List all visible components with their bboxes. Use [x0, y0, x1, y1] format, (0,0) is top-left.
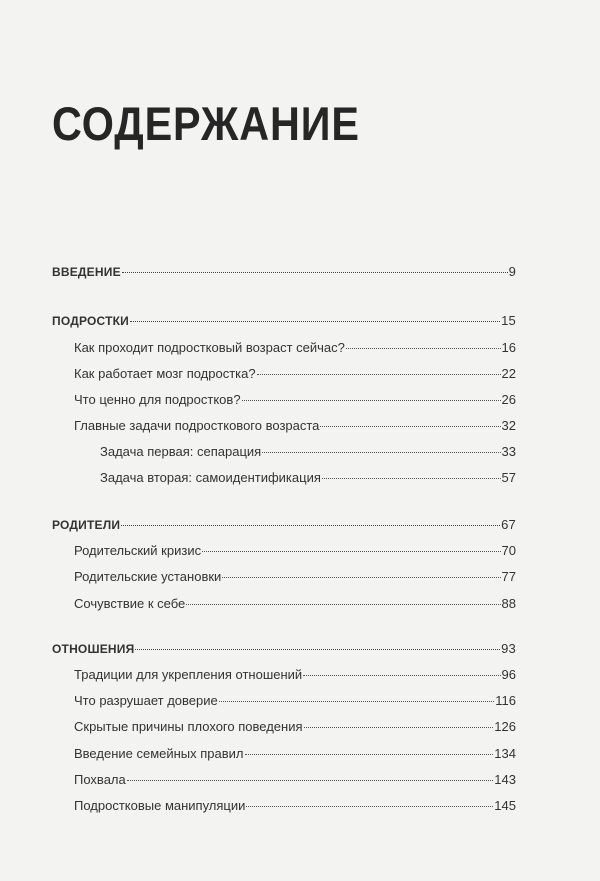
toc-entry-title: Главные задачи подросткового возраста	[74, 418, 320, 433]
dot-leader	[303, 675, 500, 676]
toc-entry-title: Задача вторая: самоидентификация	[100, 470, 321, 485]
toc-page-number: 126	[494, 719, 516, 734]
toc-entry-title: Скрытые причины плохого поведения	[74, 719, 303, 734]
toc-entry-title: Похвала	[74, 772, 126, 787]
toc-entry	[100, 444, 516, 460]
dot-leader	[222, 577, 500, 578]
toc-page-number: 16	[501, 340, 516, 355]
toc-section-entry	[52, 641, 516, 657]
toc-entry-title: Сочувствие к себе	[74, 596, 186, 611]
toc-page-number: 93	[501, 641, 516, 656]
toc-entry	[74, 719, 516, 735]
toc-page-number: 77	[501, 569, 516, 584]
dot-leader	[186, 604, 500, 605]
toc-entry	[74, 667, 516, 683]
toc-page-number: 9	[508, 264, 516, 279]
dot-leader	[257, 374, 501, 375]
toc-page-number: 143	[494, 772, 516, 787]
toc-page-number: 32	[501, 418, 516, 433]
toc-entry-title: Что разрушает доверие	[74, 693, 218, 708]
toc-entry	[74, 543, 516, 559]
toc-entry-title: Подростковые манипуляции	[74, 798, 246, 813]
toc-page-number: 96	[501, 667, 516, 682]
toc-entry-title: Традиции для укрепления отношений	[74, 667, 303, 682]
toc-section-entry	[52, 517, 516, 533]
toc-page-number: 22	[501, 366, 516, 381]
toc-entry-title: РОДИТЕЛИ	[52, 518, 121, 532]
dot-leader	[262, 452, 500, 453]
toc-page-number: 67	[501, 517, 516, 532]
dot-leader	[121, 525, 500, 526]
toc-entry-title: Как проходит подростковый возраст сейчас?	[74, 340, 345, 355]
toc-entry-title: Введение семейных правил	[74, 746, 244, 761]
toc-page-number: 145	[494, 798, 516, 813]
dot-leader	[242, 400, 501, 401]
toc-entry	[74, 340, 516, 356]
dot-leader	[130, 321, 500, 322]
dot-leader	[346, 348, 501, 349]
dot-leader	[202, 551, 500, 552]
toc-entry	[74, 772, 516, 788]
toc-page-number: 116	[495, 693, 516, 708]
dot-leader	[304, 727, 494, 728]
toc-entry-title: Задача первая: сепарация	[100, 444, 262, 459]
toc-entry	[74, 693, 516, 709]
toc-page-number: 26	[501, 392, 516, 407]
toc-entry	[74, 569, 516, 585]
dot-leader	[320, 426, 500, 427]
toc-page-number: 70	[501, 543, 516, 558]
dot-leader	[245, 754, 494, 755]
toc-section-entry	[52, 313, 516, 329]
toc-page-number: 88	[501, 596, 516, 611]
dot-leader	[219, 701, 495, 702]
page-title: СОДЕРЖАНИЕ	[52, 97, 360, 150]
dot-leader	[127, 780, 494, 781]
dot-leader	[246, 806, 493, 807]
toc-entry-title: ПОДРОСТКИ	[52, 314, 129, 328]
toc-entry	[74, 798, 516, 814]
toc-entry	[74, 746, 516, 762]
toc-entry-title: Родительские установки	[74, 569, 222, 584]
toc-page-number: 33	[501, 444, 516, 459]
toc-entry-title: ОТНОШЕНИЯ	[52, 642, 135, 656]
toc-section-entry	[52, 264, 516, 280]
toc-entry	[100, 470, 516, 486]
toc-entry	[74, 366, 516, 382]
toc-entry-title: Что ценно для подростков?	[74, 392, 241, 407]
toc-entry	[74, 392, 516, 408]
toc-entry	[74, 596, 516, 612]
dot-leader	[135, 649, 500, 650]
toc-page-number: 134	[494, 746, 516, 761]
toc-entry	[74, 418, 516, 434]
toc-page-number: 15	[501, 313, 516, 328]
toc-entry-title: ВВЕДЕНИЕ	[52, 265, 121, 279]
toc-entry-title: Родительский кризис	[74, 543, 202, 558]
toc-page-number: 57	[501, 470, 516, 485]
dot-leader	[122, 272, 508, 273]
toc-entry-title: Как работает мозг подростка?	[74, 366, 256, 381]
dot-leader	[322, 478, 501, 479]
